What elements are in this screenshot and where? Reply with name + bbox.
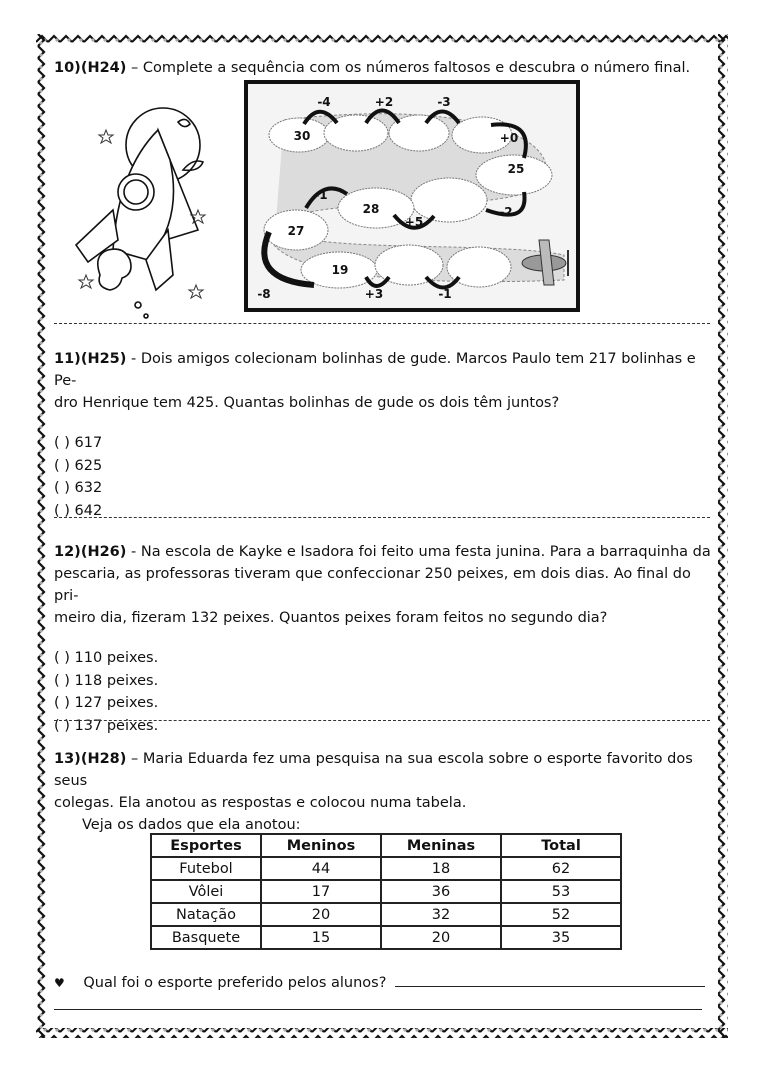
table-row: [151, 880, 621, 903]
table-row: [151, 857, 621, 880]
sequence-number: 30: [293, 129, 311, 143]
answer-option[interactable]: ( ) 632: [54, 480, 103, 496]
prompt-text: Qual foi o esporte preferido pelos alunos?: [83, 975, 387, 991]
table-cell: 20: [261, 903, 381, 926]
question-text-line: – Maria Eduarda fez uma pesquisa na sua escola sobre o esporte favorito dos seus: [54, 751, 693, 789]
answer-option[interactable]: ( ) 617: [54, 435, 103, 451]
question-text-line: meiro dia, fizeram 132 peixes. Quantos peixes foram feitos no segundo dia?: [54, 610, 608, 626]
operation-label: +5: [404, 215, 424, 229]
table-cell: 44: [261, 857, 381, 880]
table-header: Meninas: [381, 834, 501, 857]
sequence-number: 28: [362, 202, 380, 216]
section-divider: [54, 720, 710, 721]
operation-label: -3: [437, 95, 451, 109]
answer-option[interactable]: ( ) 118 peixes.: [54, 672, 159, 689]
question-text: – Complete a sequência com os números faltosos e descubra o número final.: [131, 60, 691, 76]
question-code: (H24): [80, 60, 127, 76]
section-divider: [54, 323, 710, 324]
question-text-line: dro Henrique tem 425. Quantas bolinhas de gude os dois têm juntos?: [54, 395, 560, 411]
question-13: [54, 748, 712, 836]
table-cell: 20: [381, 926, 501, 949]
table-cell: Basquete: [151, 926, 261, 949]
answer-line[interactable]: [395, 972, 705, 987]
sequence-number: 25: [507, 162, 525, 176]
question-13-prompt: [54, 972, 712, 994]
table-row: [151, 926, 621, 949]
table-header-row: [151, 834, 621, 857]
table-cell: 62: [501, 857, 621, 880]
operation-label: -1: [438, 287, 452, 301]
question-text-line: Veja os dados que ela anotou:: [82, 817, 301, 833]
star-icon: [79, 275, 93, 288]
heart-bullet-icon: ♥: [54, 976, 65, 990]
question-number: 11): [54, 351, 81, 367]
table-cell: Natação: [151, 903, 261, 926]
answer-option[interactable]: ( ) 642: [54, 502, 103, 519]
table-cell: Vôlei: [151, 880, 261, 903]
question-10-header: [54, 57, 712, 79]
table-cell: 53: [501, 880, 621, 903]
table-cell: 52: [501, 903, 621, 926]
sequence-number: 27: [287, 224, 305, 238]
answer-option[interactable]: ( ) 625: [54, 457, 103, 474]
table-header: Meninos: [261, 834, 381, 857]
cloud-sequence-figure: [244, 80, 580, 312]
table-cell: 18: [381, 857, 501, 880]
table-cell: 32: [381, 903, 501, 926]
answer-option[interactable]: ( ) 137 peixes.: [54, 717, 159, 734]
table-header: Total: [501, 834, 621, 857]
question-code: (H25): [80, 351, 127, 367]
operation-label: +0: [499, 131, 519, 145]
answer-option[interactable]: ( ) 110 peixes.: [54, 650, 159, 666]
operation-label: -8: [257, 287, 271, 301]
star-icon: [189, 285, 203, 298]
table-row: [151, 903, 621, 926]
sports-table: [150, 833, 622, 950]
question-number: 10): [54, 60, 81, 76]
question-code: (H28): [80, 751, 127, 767]
table-cell: 36: [381, 880, 501, 903]
question-text-line: pescaria, as professoras tiveram que confeccionar 250 peixes, em dois dias. Ao final do pri-: [54, 566, 691, 604]
table-cell: 15: [261, 926, 381, 949]
table-cell: Futebol: [151, 857, 261, 880]
rocket-illustration: [58, 100, 248, 324]
question-code: (H26): [80, 544, 127, 560]
operation-label: +3: [364, 287, 384, 301]
question-number: 13): [54, 751, 81, 767]
answer-option[interactable]: ( ) 127 peixes.: [54, 695, 159, 711]
question-11: [54, 348, 712, 522]
question-number: 12): [54, 544, 81, 560]
question-text-line: colegas. Ela anotou as respostas e colocou numa tabela.: [54, 795, 467, 811]
star-icon: [99, 130, 113, 143]
section-divider: [54, 517, 710, 518]
answer-line[interactable]: [54, 1009, 702, 1010]
operation-label: -4: [317, 95, 331, 109]
question-text-line: - Dois amigos colecionam bolinhas de gude. Marcos Paulo tem 217 bolinhas e Pe-: [54, 351, 696, 389]
table-header: Esportes: [151, 834, 261, 857]
operation-label: -1: [314, 188, 328, 202]
sequence-number: 19: [331, 263, 349, 277]
question-text-line: - Na escola de Kayke e Isadora foi feito uma festa junina. Para a barraquinha da: [131, 544, 711, 560]
table-cell: 35: [501, 926, 621, 949]
table-cell: 17: [261, 880, 381, 903]
operation-label: -2: [499, 205, 513, 219]
question-12: [54, 541, 712, 737]
operation-label: +2: [374, 95, 394, 109]
